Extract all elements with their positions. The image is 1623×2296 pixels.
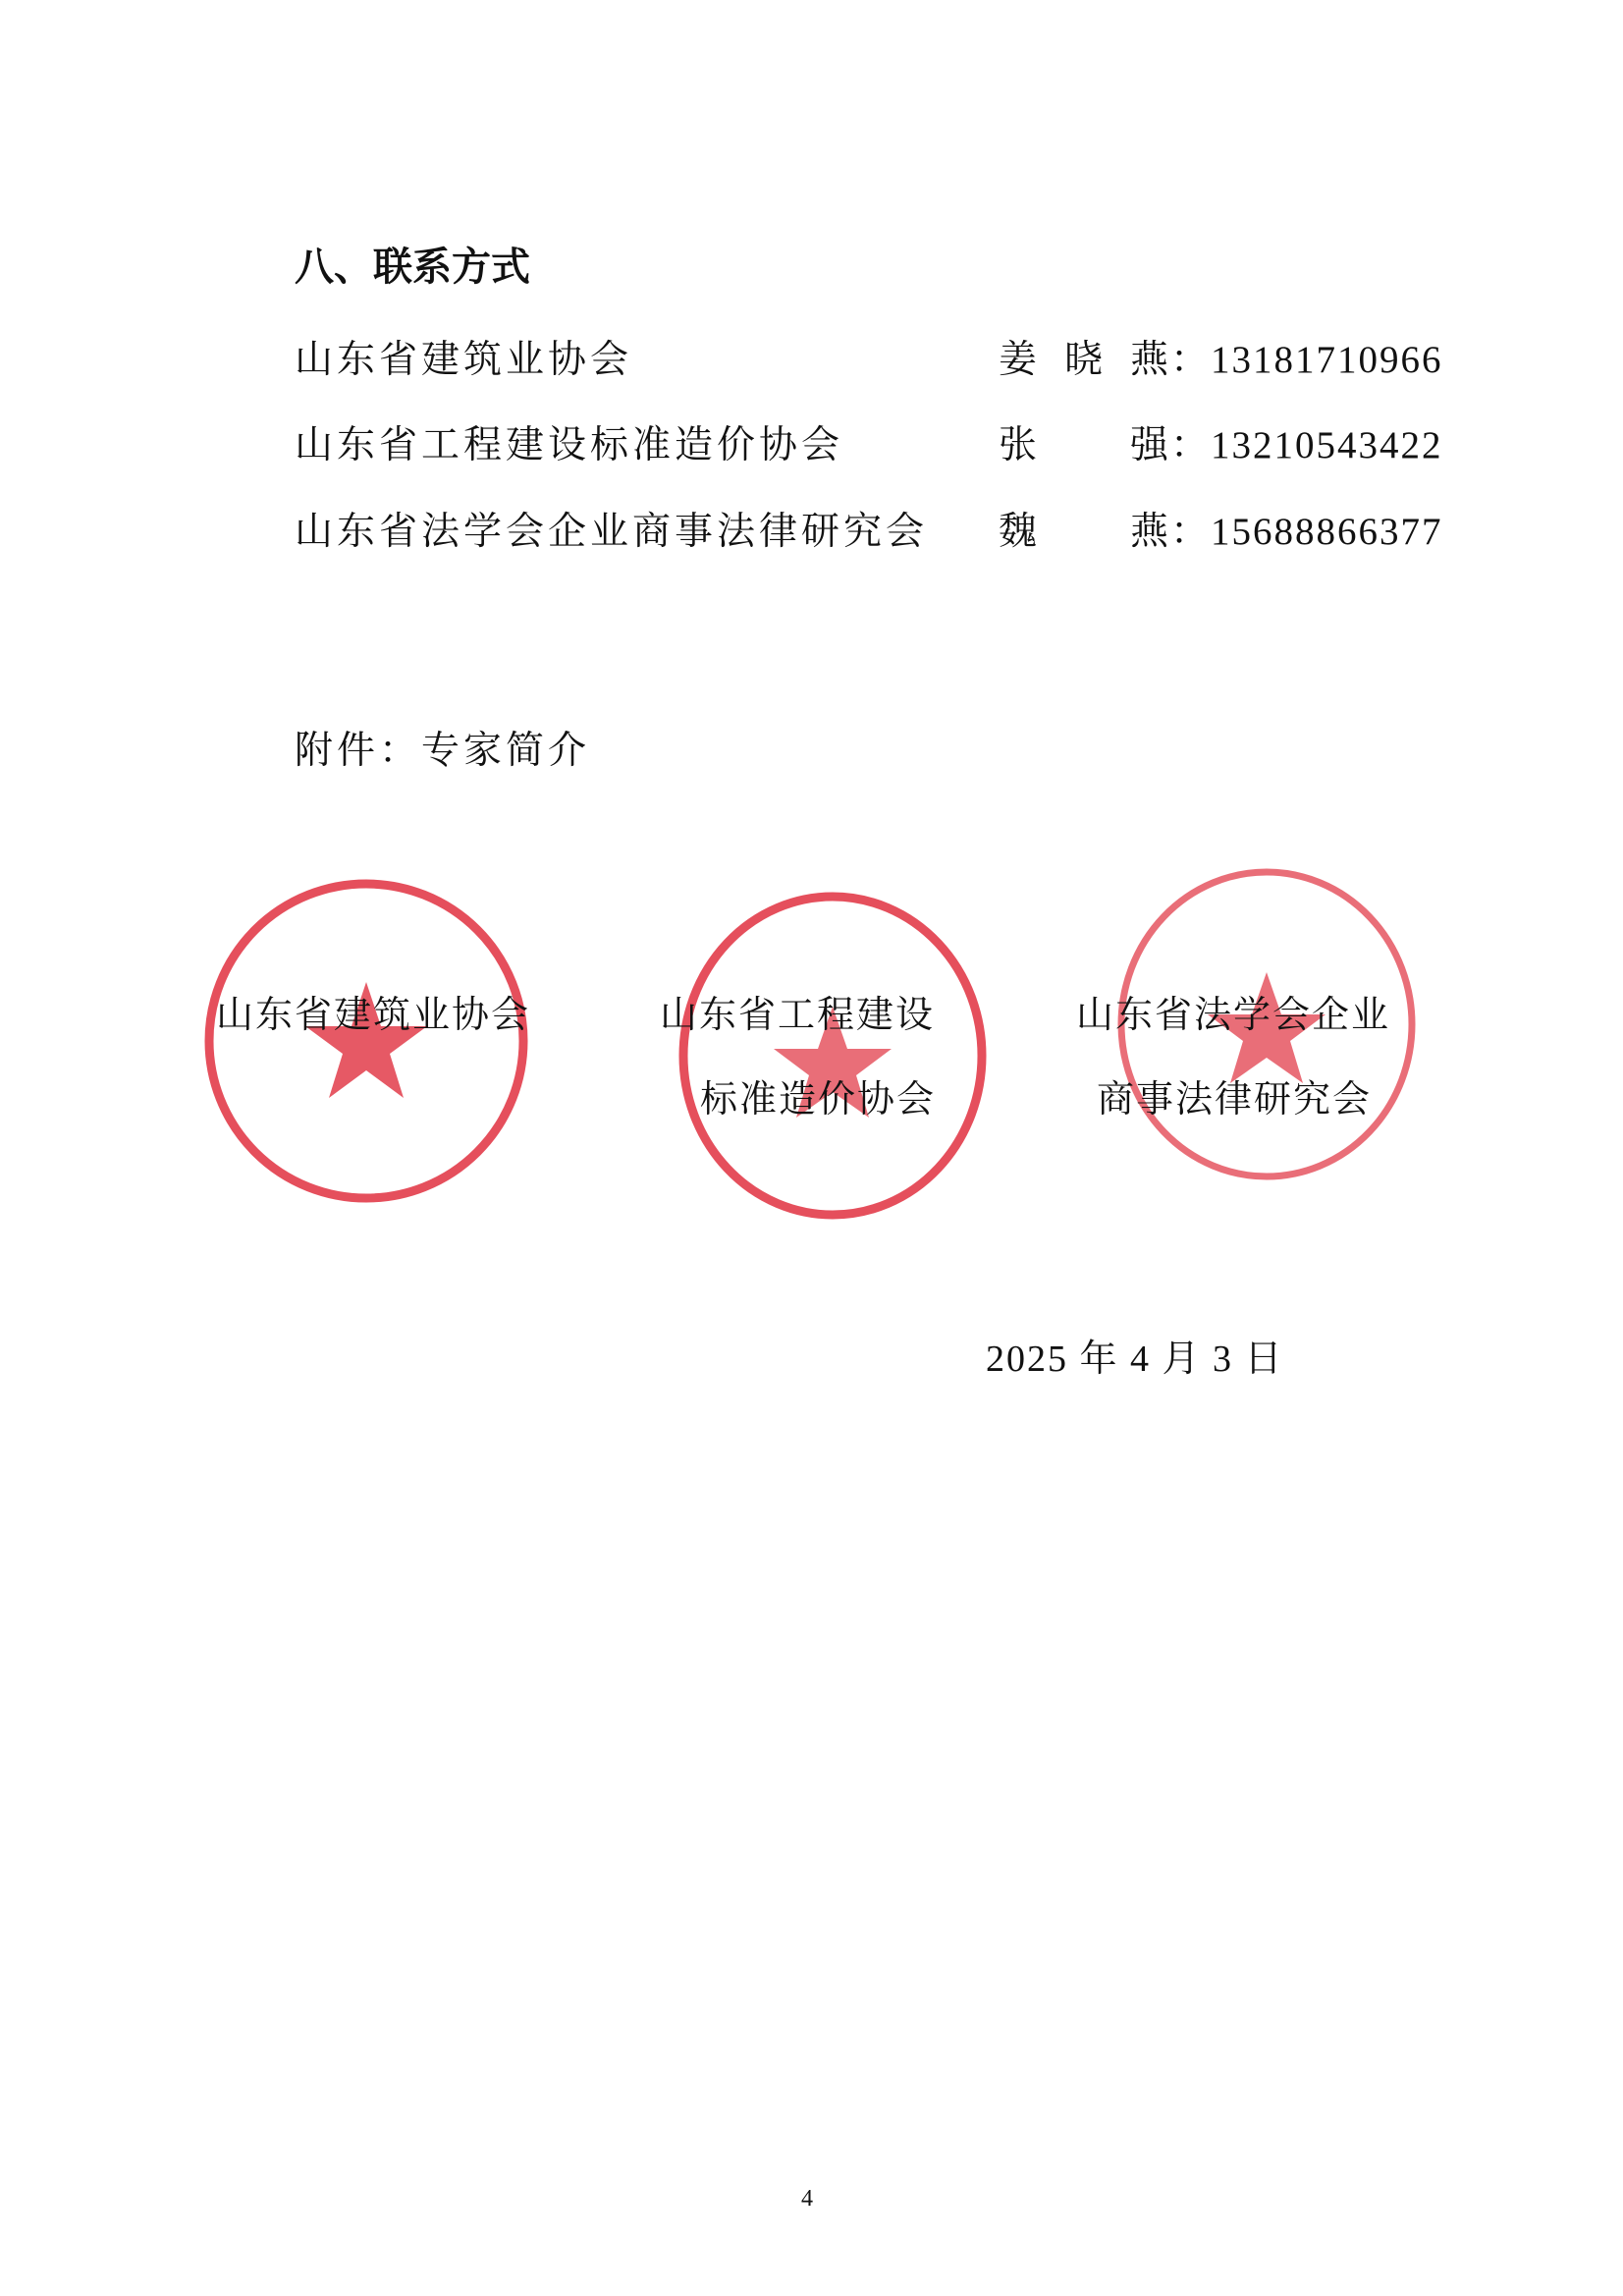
contact-phone: 13181710966: [1211, 339, 1443, 381]
attachment-note: 附件：专家简介: [295, 730, 591, 772]
signature-org: 商事法律研究会: [1097, 1079, 1373, 1121]
document-date: 2025 年 4 月 3 日: [986, 1339, 1284, 1380]
contact-name: 张强: [999, 424, 1170, 466]
contact-organization: 山东省法学会企业商事法律研究会: [295, 511, 929, 553]
section-heading: 八、联系方式: [295, 245, 530, 289]
seal-stamp: [671, 889, 995, 1223]
contact-phone: 13210543422: [1211, 424, 1443, 466]
seal-stamp: [199, 874, 533, 1208]
contact-organization: 山东省工程建设标准造价协会: [295, 424, 844, 466]
contact-phone: 15688866377: [1211, 511, 1443, 553]
signature-org: 山东省法学会企业: [1076, 995, 1391, 1036]
contact-name: 魏燕: [999, 511, 1170, 553]
signature-org: 山东省工程建设: [660, 995, 936, 1036]
contact-organization: 山东省建筑业协会: [295, 339, 633, 381]
signature-org: 山东省建筑业协会: [216, 995, 531, 1036]
contact-name: 姜晓燕: [999, 339, 1170, 381]
page-number: 4: [801, 2186, 813, 2212]
signature-org: 标准造价协会: [700, 1079, 937, 1121]
